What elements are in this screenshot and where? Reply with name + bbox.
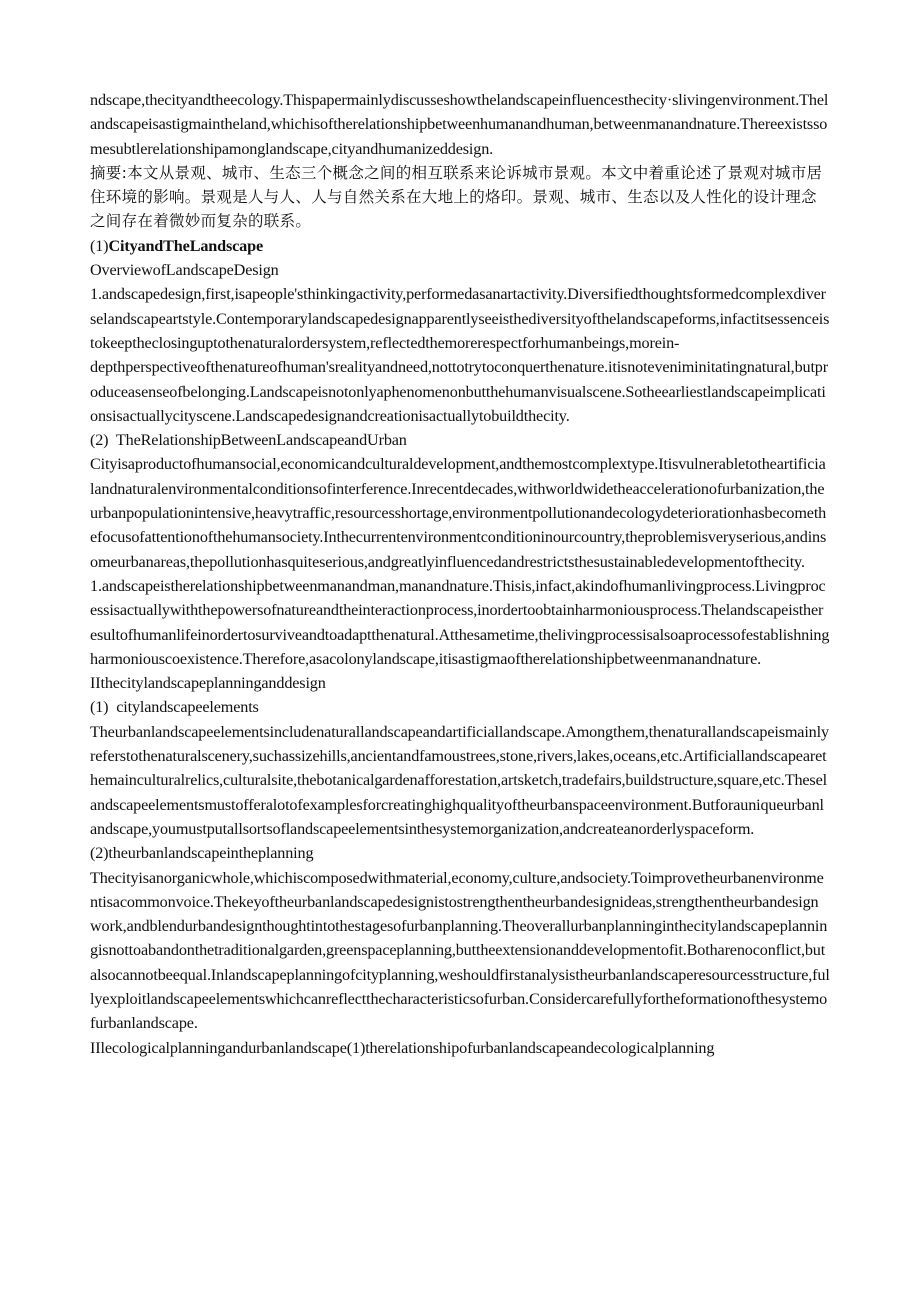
paragraph: Cityisaproductofhumansocial,economicandculturaldevelopment,andthemostcomplextype.Itisvulnerabletotheartificialandnaturalenvironmentalconditionsofinterference.Inrecentdecades,withworldwidetheaccelerationofurbanization,theurbanpopulationintensive,heavytraffic,resourcesshortage,environmentpollutionandecologydeteriorationhasbecomethefocusofattentionofthehumansociety.Inthecurrentenvironmentconditioninourcountry,theproblemisveryserious,andinsomeurbanareas,thepollutionhasquiteserious,andgreatlyinfluencedandrestrictsthesustainabledevelopmentofthecity. [90, 455, 827, 571]
paragraph: depthperspectiveofthenatureofhuman'srealityandneed,nottotrytoconquerthenature.itisnoteveniminitatingnatural,butproduceasenseofbelonging.Landscapeisnotonlyaphenomenonbutthehumanvisualscene.Sotheearliestlandscapeimplicationsisactuallycityscene.Landscapedesignandcreationisactuallytobuildthecity. [90, 358, 828, 425]
paragraph: 1.andscapedesign,first,isapeople'sthinkingactivity,performedasanartactivity.Diversifiedthoughtsformedcomplexdiverselandscapeartstyle.Contemporarylandscapedesignapparentlyseeisthediversityofthelandscapeforms,infactitsessenceistokeeptheclosinguptothenaturalordersystem,reflectedthemorerespectforhumanbeings,morein- [90, 285, 830, 352]
subheading-in-planning: (2)theurbanlandscapeintheplanning [90, 844, 314, 863]
document-body [90, 88, 830, 1060]
section-title: CityandTheLandscape [108, 236, 264, 255]
section-heading-city-landscape [90, 234, 830, 258]
subheading-overview: OverviewofLandscapeDesign [90, 261, 279, 280]
section-heading-ecological: IIlecologicalplanningandurbanlandscape(1)therelationshipofurbanlandscapeandecologicalplanning [90, 1038, 715, 1057]
abstract-en: ndscape,thecityandtheecology.Thispapermainlydiscusseshowthelandscapeinfluencesthecity·slivingenvironment.Thelandscapeisastigmaintheland,whichisoftherelationshipbetweenhumanandhuman,betweenmanandnature.Thereexistssomesubtlerelationshipamonglandscape,cityandhumanizeddesign. [90, 91, 829, 158]
abstract-cn: 摘要:本文从景观、城市、生态三个概念之间的相互联系来论诉城市景观。本文中着重论述了景观对城市居住环境的影响。景观是人与人、人与自然关系在大地上的烙印。景观、城市、生态以及人性化的设计理念之间存在着微妙而复杂的联系。 [90, 163, 823, 231]
paragraph: Theurbanlandscapeelementsincludenaturallandscapeandartificiallandscape.Amongthem,thenaturallandscapeismainlyreferstothenaturalscenery,suchassizehills,ancientandfamoustrees,stone,rivers,lakes,oceans,etc.Artificiallandscapearethemainculturalrelics,culturalsite,thebotanicalgardenafforestation,artsketch,tradefairs,buildstructure,square,etc.Theselandscapeelementsmustofferalotofexamplesforcreatinghighqualityoftheurbanspaceenvironment.Butforauniqueurbanlandscape,youmustputallsortsoflandscapeelementsinthesystemorganization,andcreateanorderlyspaceform. [90, 722, 829, 838]
section-heading-planning: IIthecitylandscapeplanninganddesign [90, 674, 326, 693]
subheading-elements: (1) citylandscapeelements [90, 698, 259, 717]
paragraph: 1.andscapeistherelationshipbetweenmanandman,manandnature.Thisis,infact,akindofhumanlivingprocess.Livingprocessisactuallywiththepowersofnatureandtheinteractionprocess,inordertoobtainharmoniousprocess.Thelandscapeistheresultofhumanlifeinordertosurviveandtoadaptthenatural.Atthesametime,thelivingprocessisalsoaprocessofestablishningharmoniouscoexistence.Therefore,asacolonylandscape,itisastigmaoftherelationshipbetweenmanandnature. [90, 576, 830, 668]
subheading-relationship: (2) TheRelationshipBetweenLandscapeandUrban [90, 431, 407, 450]
paragraph: Thecityisanorganicwhole,whichiscomposedwithmaterial,economy,culture,andsociety.Toimprovetheurbanenvironmentisacommonvoice.Thekeyoftheurbanlandscapedesignistostrengthentheurbandesignideas,strengthentheurbandesignwork,andblendurbandesignthoughtintothestagesofurbanplanning.Theoverallurbanplanninginthecitylandscapeplanningisnottoabandonthetraditionalgarden,greenspaceplanning,buttheextensionanddevelopmentofit.Botharenoconflict,butalsocannotbeequal.Inlandscapeplanningofcityplanning,weshouldfirstanalysistheurbanlandscaperesourcesstructure,fullyexploitlandscapeelementswhichcanreflectthecharacteristicsofurban.Considercarefullyfortheformationofthesystemofurbanlandscape. [90, 868, 830, 1033]
section-number: (1) [90, 236, 109, 255]
